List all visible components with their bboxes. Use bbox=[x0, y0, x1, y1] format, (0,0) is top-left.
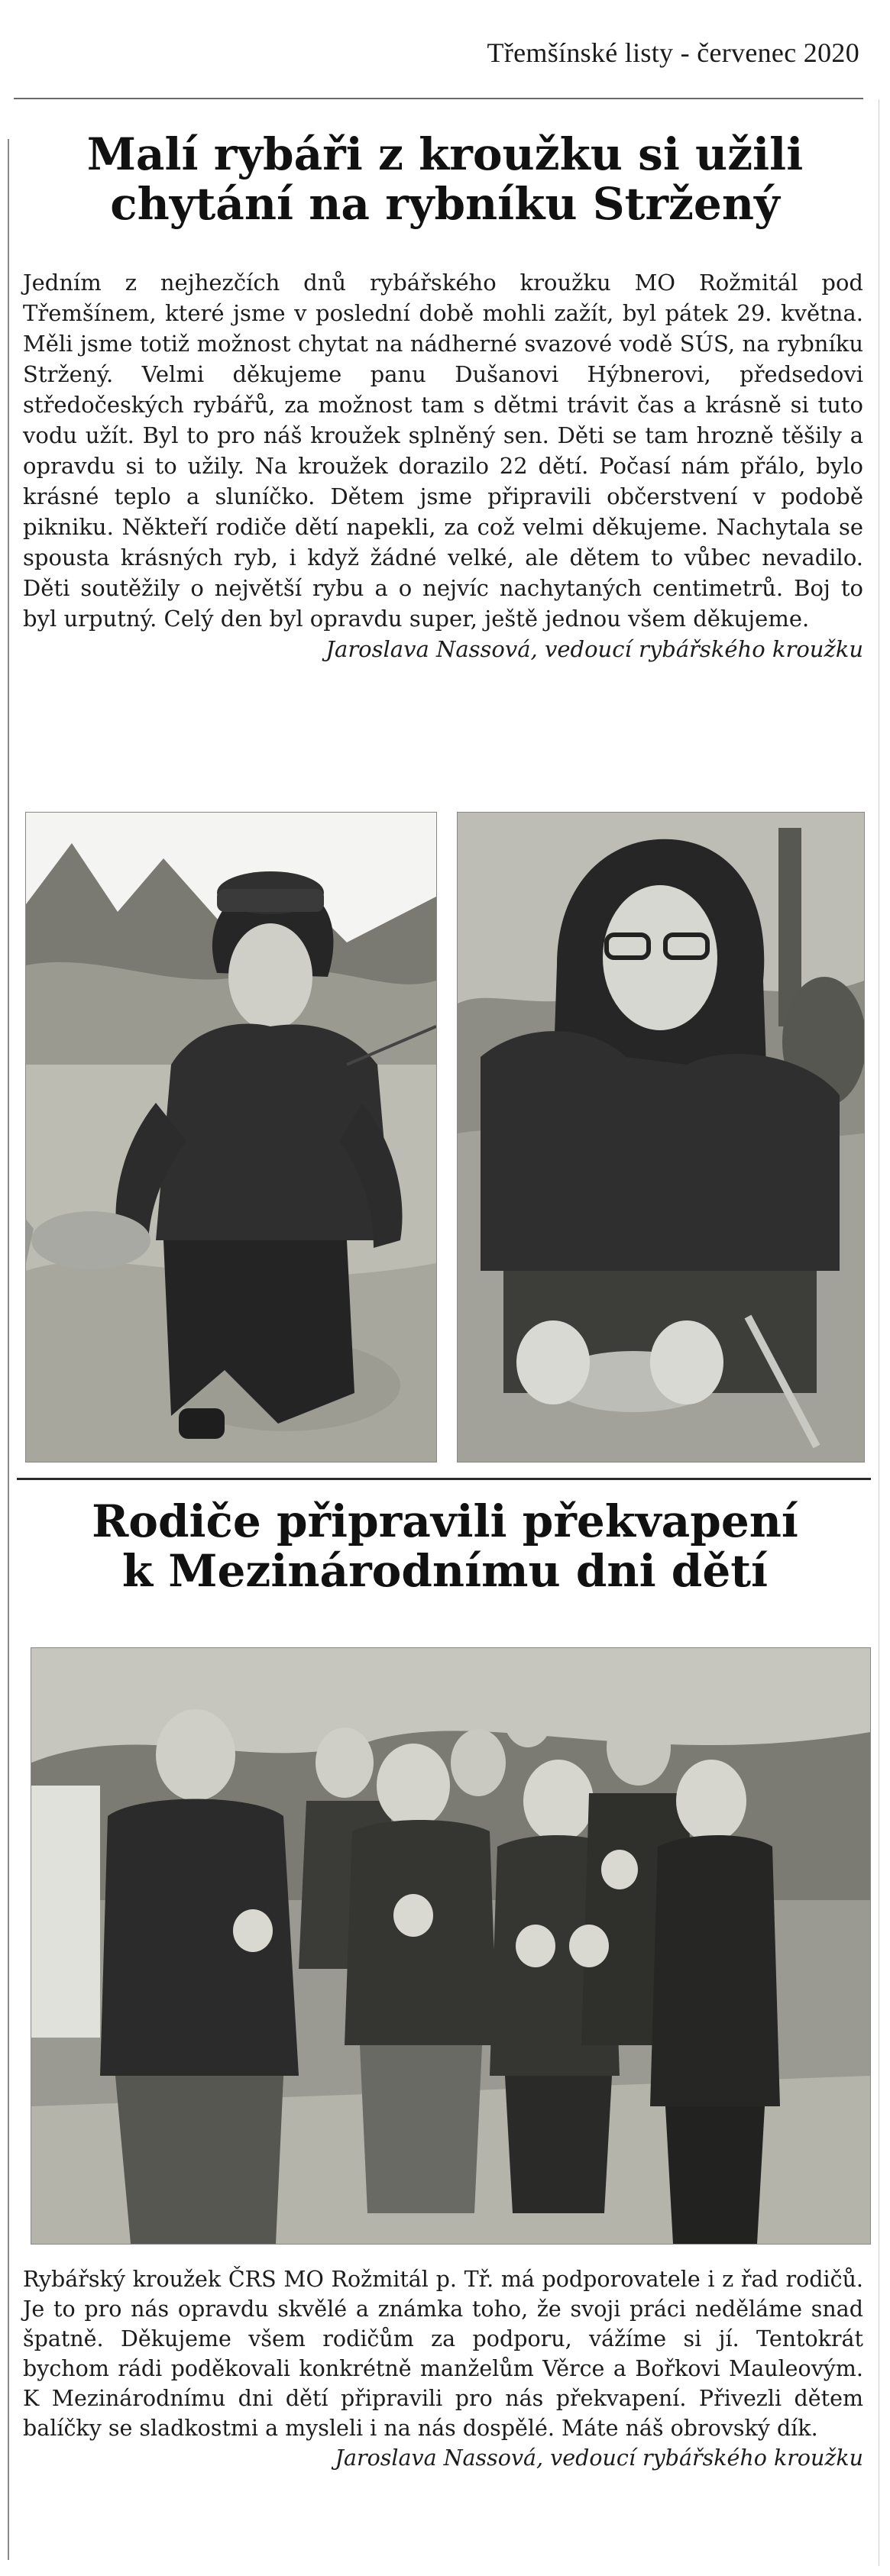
article2-headline-line2: k Mezinárodnímu dni dětí bbox=[121, 1544, 769, 1597]
header-divider bbox=[14, 98, 863, 99]
photo-parents-group bbox=[31, 1647, 871, 2245]
page-header: Třemšínské listy - červenec 2020 bbox=[487, 37, 859, 68]
article2-signature: Jaroslava Nassová, vedoucí rybářského kroužku bbox=[335, 2445, 863, 2471]
column-rule bbox=[8, 139, 9, 2560]
article2-body bbox=[23, 2264, 863, 2473]
photo-girl-with-fish bbox=[457, 812, 865, 1463]
article1-headline bbox=[15, 130, 875, 229]
photo-boy-with-fish bbox=[25, 812, 437, 1463]
article1-headline-line1: Malí rybáři z kroužku si užili bbox=[86, 128, 804, 180]
photo-boy-graphic bbox=[26, 813, 436, 1462]
article1-text: Jedním z nejhezčích dnů rybářského kroužku MO Rožmitál pod Třemšínem, které jsme v poslední době mohli zažít, byl pátek 29. května. Měli jsme totiž možnost chytat na nádherné svazové vodě SÚS, na rybníku Stržený. Velmi děkujeme panu Dušanovi Hýbnerovi, předsedovi středočeských rybářů, za možnost tam s dětmi trávit čas a krásně si tuto vodu užít. Byl to pro náš kroužek splněný sen. Děti se tam hrozně těšily a opravdu si to užily. Na kroužek dorazilo 22 dětí. Počasí nám přálo, bylo krásné teplo a sluníčko. Dětem jsme připravili občerstvení v podobě pikniku. Někteří rodiče dětí napekli, za což velmi děkujeme. Nachytala se spousta krásných ryb, i když žádné velké, ale dětem to vůbec nevadilo. Děti soutěžily o největší rybu a o nejvíc nachytaných centimetrů. Boj to byl urputný. Celý den byl opravdu super, ještě jednou všem děkujeme. bbox=[23, 270, 863, 632]
article1-signature: Jaroslava Nassová, vedoucí rybářského kroužku bbox=[325, 636, 863, 662]
photo-girl-graphic bbox=[458, 813, 864, 1462]
photo-group-graphic bbox=[31, 1648, 870, 2244]
article2-headline bbox=[15, 1497, 875, 1596]
article2-headline-line1: Rodiče připravili překvapení bbox=[92, 1495, 798, 1547]
article2-text: Rybářský kroužek ČRS MO Rožmitál p. Tř. má podporovatele i z řad rodičů. Je to pro nás opravdu skvělé a známka toho, že svoji práci neděláme snad špatně. Děkujeme všem rodičům za podporu, vážíme si jí. Tentokrát bychom rádi poděkovali konkrétně manželům Věrce a Bořkovi Mauleovým. K Mezinárodnímu dni dětí připravili pro nás překvapení. Přivezli dětem balíčky se sladkostmi a mysleli i na nás dospělé. Máte náš obrovský dík. bbox=[23, 2267, 863, 2441]
section-divider bbox=[17, 1478, 871, 1480]
article1-body bbox=[23, 267, 863, 664]
article1-headline-line2: chytání na rybníku Stržený bbox=[110, 177, 780, 230]
